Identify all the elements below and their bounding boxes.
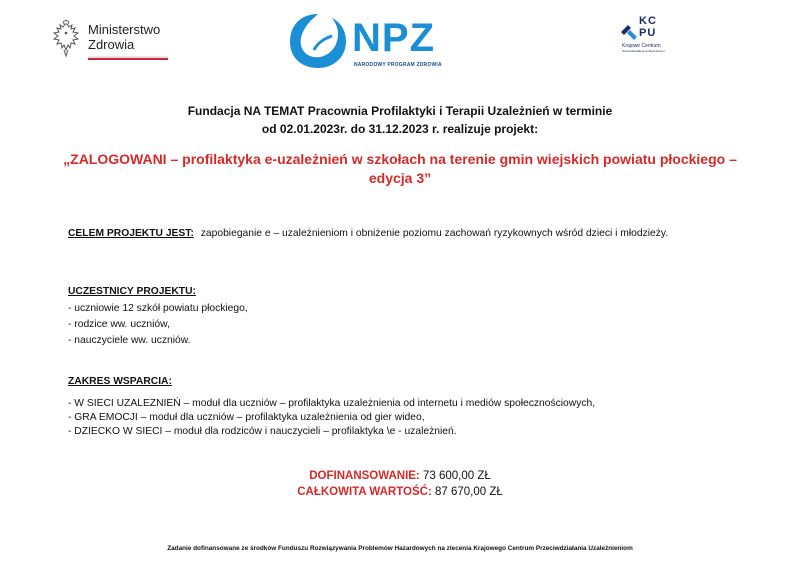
participant-item: - uczniowie 12 szkół powiatu płockiego, [68, 303, 248, 314]
kcpu-letters-bottom: PU [639, 27, 657, 39]
project-title-line1: „ZALOGOWANI – profilaktyka e-uzależnień w szkołach na terenie gmin wiejskich powiatu płockiego – [63, 151, 737, 167]
cofinancing-label: DOFINANSOWANIE: [309, 470, 423, 482]
total-value-row [200, 484, 600, 500]
npz-wordmark: NPZ [352, 16, 435, 60]
ministry-name-line2: Zdrowia [88, 37, 135, 52]
ministry-name-line1: Ministerstwo [88, 22, 161, 37]
support-item: - DZIECKO W SIECI – moduł dla rodziców i nauczycieli – profilaktyka \e - uzależnień. [68, 426, 457, 437]
npz-subtitle: NARODOWY PROGRAM ZDROWIA [354, 62, 442, 68]
kcpu-wordmark [639, 15, 657, 39]
npz-logo [288, 12, 458, 72]
participants-section [68, 285, 720, 349]
total-value-label: CAŁKOWITA WARTOŚĆ: [297, 486, 435, 498]
project-goal [68, 227, 720, 241]
support-item: - GRA EMOCJI – moduł dla uczniów – profilaktyka uzależnienia od gier wideo, [68, 412, 425, 423]
polish-flag-stripe [88, 56, 168, 60]
ministry-name [88, 22, 160, 52]
intro-line2: od 02.01.2023r. do 31.12.2023 r. realizuje projekt: [261, 122, 539, 136]
funding-block [200, 468, 600, 500]
ministry-of-health-logo [50, 18, 190, 66]
kcpu-name: Krajowe Centrum [622, 43, 661, 49]
white-eagle-emblem-icon [50, 20, 82, 58]
kcpu-cross-icon [620, 16, 638, 42]
project-title-line2: edycja 3” [368, 170, 432, 186]
footer-note: Zadanie dofinansowane ze środków Funduszu Rozwiązywania Problemów Hazardowych na zlecenia Krajowego Centrum Przeciwdziałania Uzależnieniom [167, 545, 633, 552]
kcpu-subtitle: Przeciwdziałania Uzależnieniom [622, 49, 665, 53]
total-value-amount: 87 670,00 ZŁ [435, 486, 503, 498]
project-goal-label: CELEM PROJEKTU JEST: [68, 228, 194, 239]
npz-swirl-icon [288, 12, 348, 70]
kcpu-letters-top: KC [639, 15, 657, 27]
cofinancing-value: 73 600,00 ZŁ [422, 470, 491, 482]
participant-item: - rodzice ww. uczniów, [68, 319, 170, 330]
project-title [60, 150, 740, 188]
participants-heading: UCZESTNICY PROJEKTU: [68, 286, 196, 297]
intro-text [120, 102, 680, 138]
project-goal-text: zapobieganie e – uzależnieniom i obniżenie poziomu zachowań ryzykownych wśród dzieci i młodzieży. [200, 228, 669, 239]
intro-line1: Fundacja NA TEMAT Pracownia Profilaktyki i Terapii Uzależnień w terminie [187, 104, 613, 118]
cofinancing-row [200, 468, 600, 484]
participant-item: - nauczyciele ww. uczniów. [68, 335, 191, 346]
support-heading: ZAKRES WSPARCIA: [68, 376, 172, 387]
support-section [68, 375, 720, 439]
support-item: - W SIECI UZALEZNIEŃ – moduł dla uczniów – profilaktyka uzależnienia od internetu i mediów społecznościowych, [68, 398, 596, 409]
kcpu-logo [618, 16, 678, 66]
